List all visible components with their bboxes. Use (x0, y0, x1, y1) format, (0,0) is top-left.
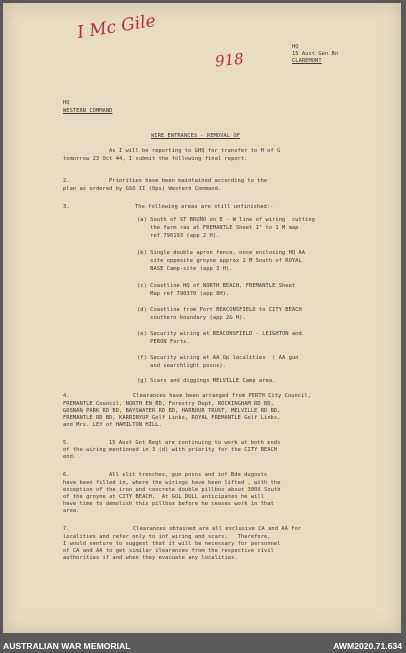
para-4-line-3: GOSNAN PARK RD BD, BAYSWATER RD BD, HARBOUR TRUST, MELVILLE RD BD, (63, 408, 281, 414)
para-6-line-3: exception of the iron and concrete double pillbox about 300X South (63, 487, 281, 493)
para-5-line-1: 15 Aust Gnt Regt are continuing to work at both ends (109, 440, 281, 446)
para-6-number: 6. (63, 472, 70, 478)
handwritten-number: 918 (214, 49, 245, 71)
para-7-line-1: Clearances obtained are all exclusive CA and AA for (133, 526, 302, 532)
item-e-line-2: PERON Forts. (137, 339, 190, 345)
header-line-2: 15 Aust Gen Bn (292, 51, 339, 57)
item-e-line-1: (e) Security wiring at BEACONSFIELD - LEIGHTON and (137, 331, 302, 337)
addressee-line-1: HQ (63, 100, 70, 106)
item-f-line-2: and searchlight posns). (137, 363, 226, 369)
para-6-line-6: area. (63, 508, 80, 514)
item-a-line-3: ref 790193 (app 2 H). (137, 233, 220, 239)
para-4-number: 4. (63, 393, 70, 399)
para-1-line-1: As I will be reporting to GHQ for transfer to H of G (109, 148, 281, 154)
para-5-number: 5. (63, 440, 70, 446)
footer-catalog-id: AWM2020.71.634 (333, 641, 402, 651)
header-line-1: HQ (292, 44, 299, 50)
item-b-line-2: site opposite groyne approx 2 M South of ROYAL (137, 258, 302, 264)
item-a-line-2: the farm ras at FREMANTLE Sheet 1" to 1 M map (137, 225, 299, 231)
subject-heading: WIRE ENTRANCES - REMOVAL OF (151, 133, 240, 139)
para-3-number: 3. (63, 204, 70, 210)
item-g-line-1: (g) Scars and diggings MELVILLE Camp area. (137, 378, 276, 384)
para-6-line-5: have time to demolish this pillbox before he ceases work in that (63, 501, 274, 507)
para-6-line-4: of the groyne at CITY BEACH. At GOL DULL anticipates he will (63, 494, 265, 500)
para-4-line-4: FREMANTLE RD BD, KARRINYUP Golf Links, ROYAL FREMANTLE Golf Links, (63, 415, 281, 421)
para-4-line-1: Clearances have been arranged from PERTH City Council, (133, 393, 311, 399)
para-3-line-1: The following areas are still unfinished:- (135, 204, 274, 210)
item-d-line-1: (d) Coastline from Port BEACONSFIELD to CITY BEACH (137, 307, 302, 313)
para-7-number: 7. (63, 526, 70, 532)
para-2-line-2: plan as ordered by GSO II (Ops) Western Command. (63, 186, 222, 192)
item-c-line-1: (c) Coastline HQ of NORTH BEACH, FREMANTLE Sheet (137, 283, 296, 289)
item-f-line-1: (f) Security wiring at AA Op localities ( AA gun (137, 355, 299, 361)
archive-footer (0, 636, 406, 653)
para-4-line-5: and Mrs. LEY of HAMILTON HILL. (63, 422, 162, 428)
document-page (3, 3, 401, 633)
para-2-line-1: Priorities have been maintained according to the (109, 178, 268, 184)
para-6-line-1: All slit trenches, gun posns and inf Bde dugouts (109, 472, 268, 478)
para-7-line-4: of CA and AA to get similar clearances from the respective civil (63, 548, 274, 554)
para-4-line-2: FREMANTLE Council, NORTH EN BD, Forestry Dept, ROCKINGHAM RD BD, (63, 401, 274, 407)
item-b-line-3: BASE Camp-site (app 3 H). (137, 266, 233, 272)
para-7-line-3: I would venture to suggest that it will be necessary for personnel (63, 541, 281, 547)
para-6-line-2: have been filled in, where the wirings have been lifted , with the (63, 480, 281, 486)
para-2-number: 2. (63, 178, 70, 184)
para-7-line-2: localities and refer only to inf wiring and scars. Therefore, (63, 534, 271, 540)
item-a-line-1: (a) South of ST BRUNO on E - W line of wiring cutting (137, 217, 315, 223)
para-7-line-5: authorities if and when they evacuate any localities. (63, 555, 238, 561)
para-1-line-2: tomorrow 23 Oct 44, I submit the following final report. (63, 156, 248, 162)
addressee-line-2: WESTERN COMMAND (63, 108, 113, 114)
header-line-3: CLAREMONT (292, 58, 322, 64)
para-5-line-3: end. (63, 454, 77, 460)
footer-institution: AUSTRALIAN WAR MEMORIAL (3, 641, 131, 651)
para-5-line-2: of the wiring mentioned in 3 (d) with priority for the CITY BEACH (63, 447, 278, 453)
item-c-line-2: Map ref 790370 (app 8H). (137, 291, 230, 297)
item-b-line-1: (b) Single double apron fence, once enclosing HQ AA (137, 250, 306, 256)
item-d-line-2: southern boundary (app 2& H). (137, 315, 246, 321)
handwritten-name: I Mc Gile (75, 10, 158, 44)
